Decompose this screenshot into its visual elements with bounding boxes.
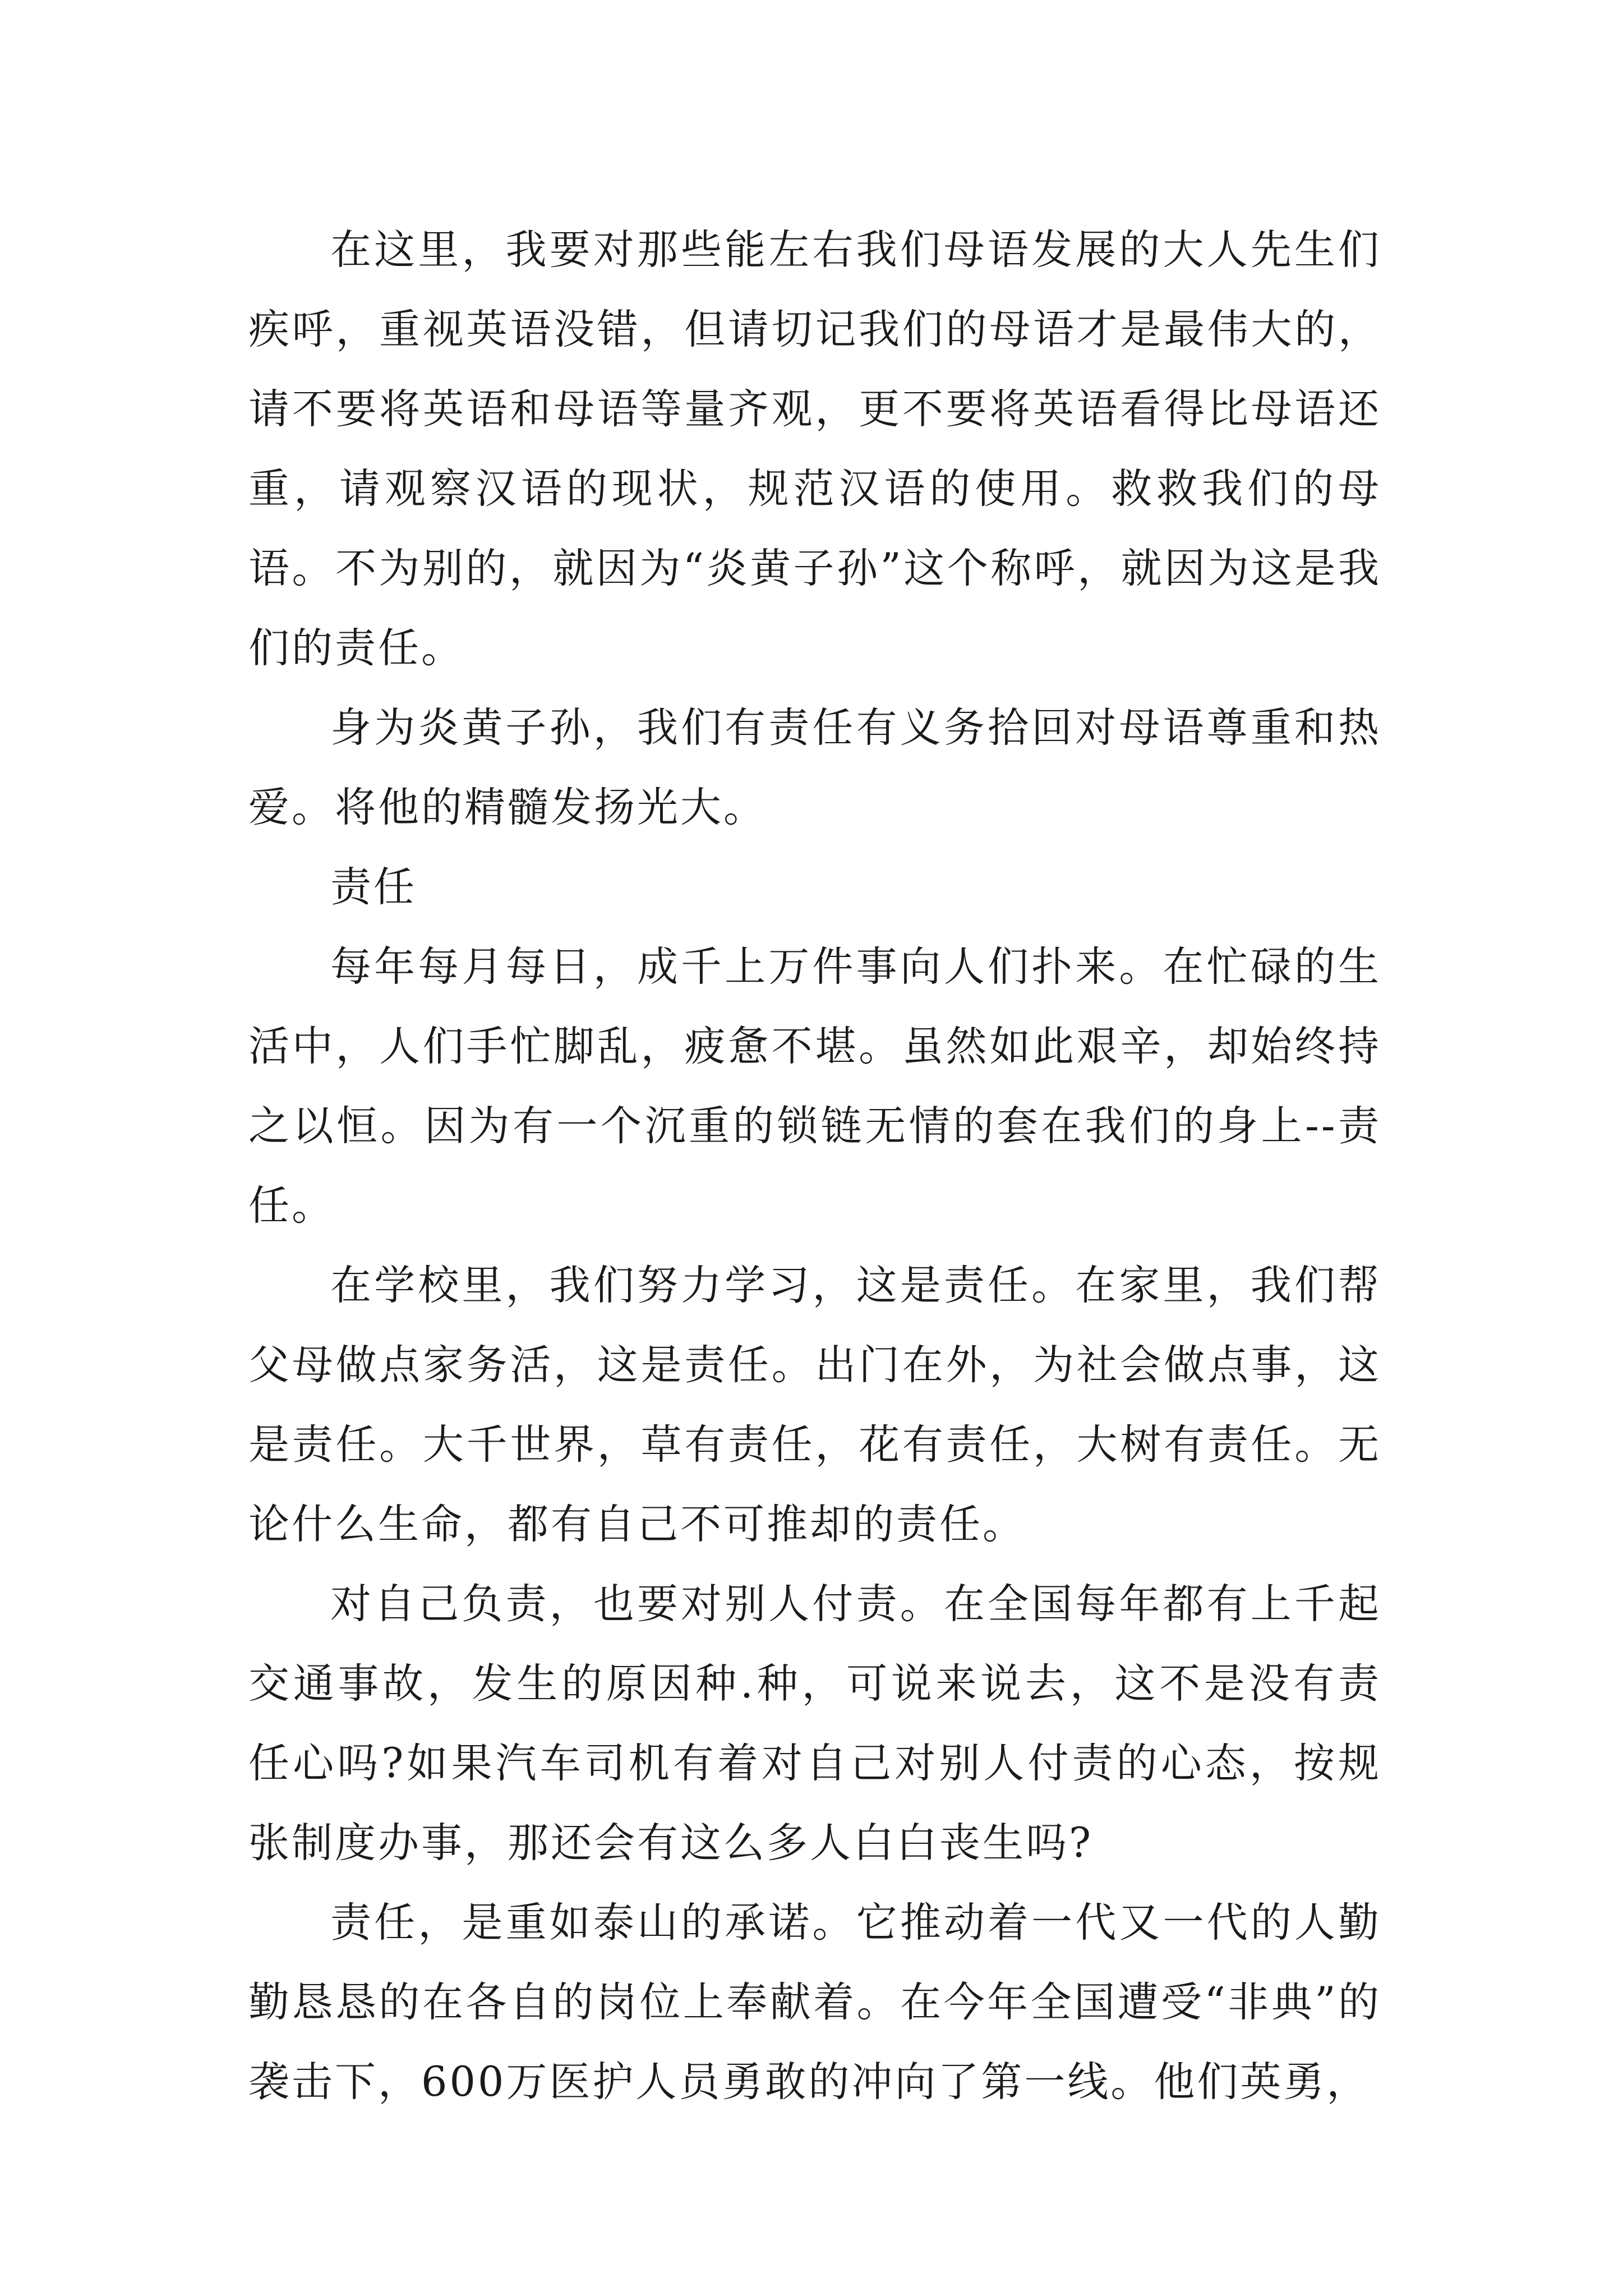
document-body [248, 210, 1381, 2122]
paragraph: 身为炎黄子孙，我们有责任有义务拾回对母语尊重和热爱。将他的精髓发扬光大。 [248, 704, 1381, 831]
paragraph: 在这里，我要对那些能左右我们母语发展的大人先生们疾呼，重视英语没错，但请切记我们的母语才是最伟大的，请不要将英语和母语等量齐观，更不要将英语看得比母语还重，请观察汉语的现状，规范汉语的使用。救救我们的母语。不为别的，就因为“炎黄子孙”这个称呼，就因为这是我们的责任。 [248, 226, 1381, 672]
paragraph: 对自己负责，也要对别人付责。在全国每年都有上千起交通事故，发生的原因种.种，可说来说去，这不是没有责任心吗?如果汽车司机有着对自己对别人付责的心态，按规张制度办事，那还会有这么多人白白丧生吗? [248, 1580, 1381, 1867]
paragraph: 在学校里，我们努力学习，这是责任。在家里，我们帮父母做点家务活，这是责任。出门在外，为社会做点事，这是责任。大千世界，草有责任，花有责任，大树有责任。无论什么生命，都有自己不可推却的责任。 [248, 1262, 1381, 1548]
paragraph: 每年每月每日，成千上万件事向人们扑来。在忙碌的生活中，人们手忙脚乱，疲惫不堪。虽然如此艰辛，却始终持之以恒。因为有一个沉重的锁链无情的套在我们的身上--责任。 [248, 943, 1381, 1230]
section-heading: 责任 [330, 863, 417, 911]
paragraph: 责任，是重如泰山的承诺。它推动着一代又一代的人勤勤恳恳的在各自的岗位上奉献着。在今年全国遭受“非典”的袭击下，600万医护人员勇敢的冲向了第一线。他们英勇， [248, 1899, 1381, 2106]
